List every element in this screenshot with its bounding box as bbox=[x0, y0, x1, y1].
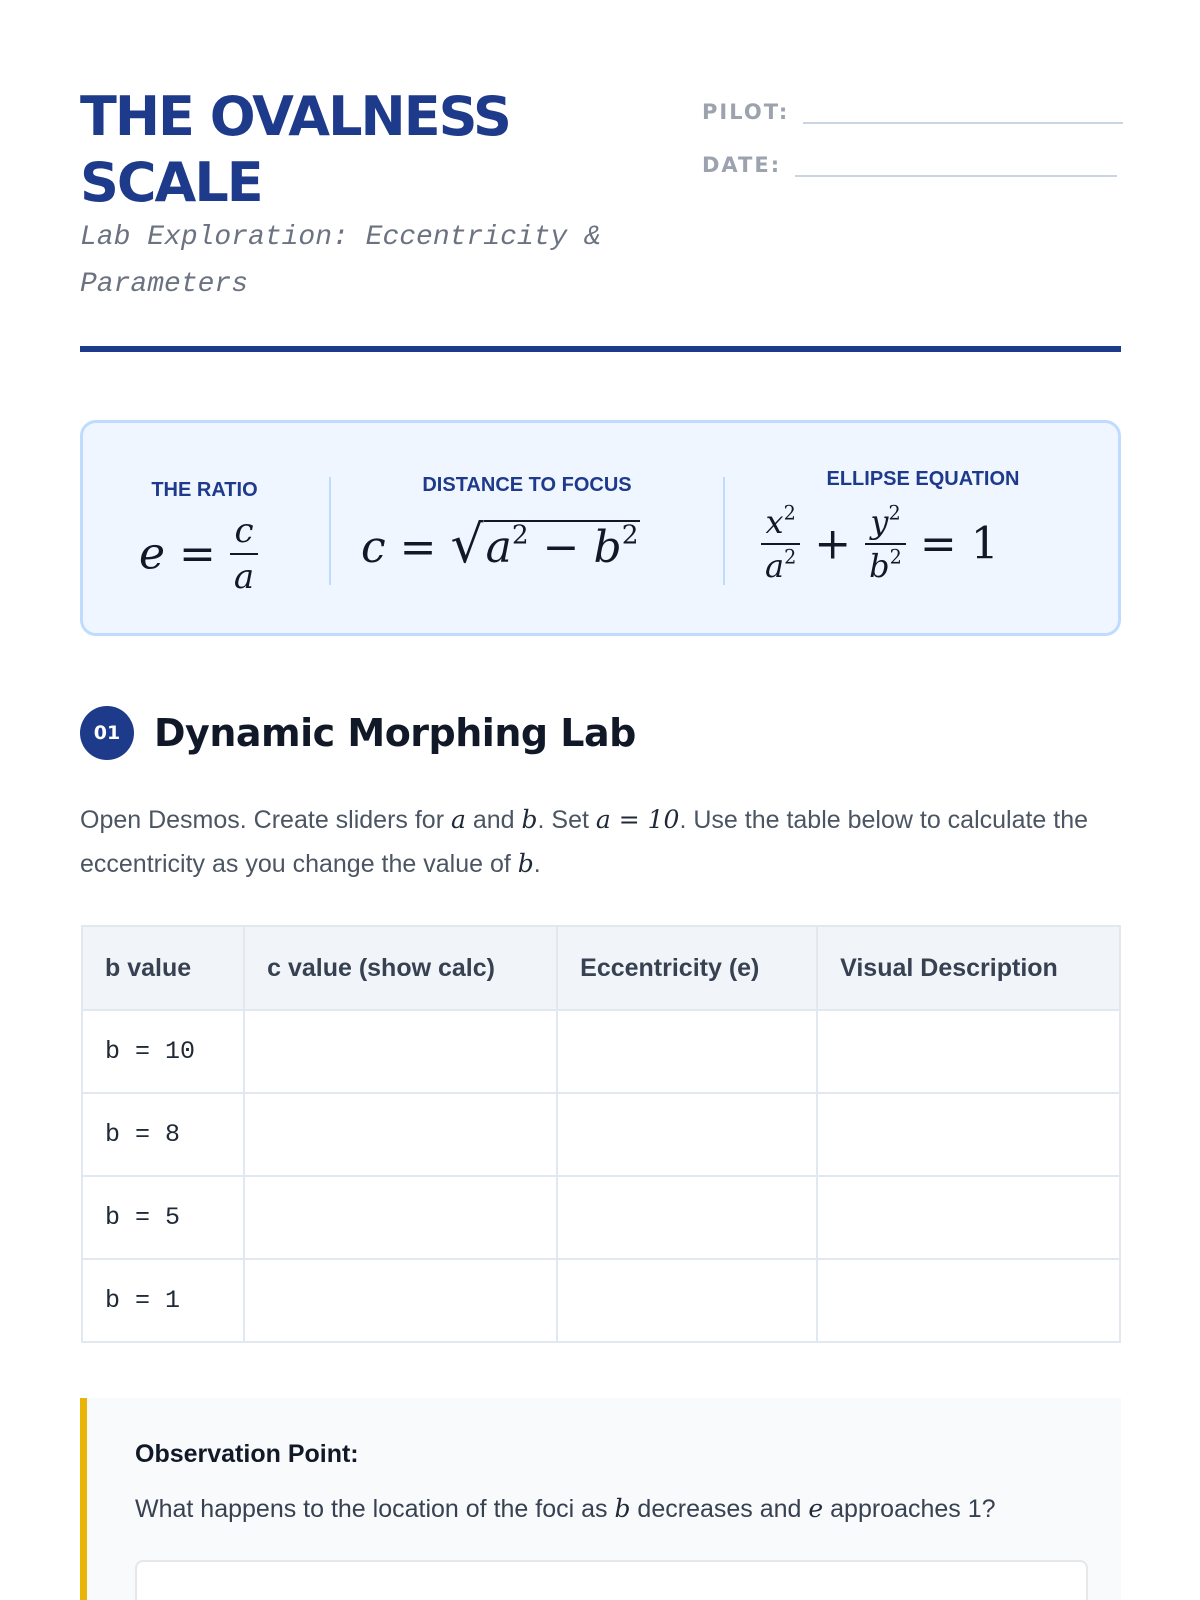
eccentricity-cell[interactable] bbox=[557, 1093, 817, 1176]
formula-ratio bbox=[83, 423, 326, 633]
distance-equation: $c = √a^2 - b^2$ bbox=[361, 515, 639, 575]
b-value-cell: b = 1 bbox=[82, 1259, 244, 1342]
question-text: decreases and bbox=[630, 1495, 809, 1523]
intro-text: and bbox=[465, 806, 522, 834]
table-row bbox=[82, 1093, 1120, 1176]
c-value-cell[interactable] bbox=[244, 1259, 557, 1342]
observation-answer-box[interactable] bbox=[135, 1560, 1088, 1600]
pilot-row bbox=[702, 84, 1123, 124]
c-value-cell[interactable] bbox=[244, 1010, 557, 1093]
formula-label: DISTANCE TO FOCUS bbox=[422, 474, 632, 496]
eccentricity-cell[interactable] bbox=[557, 1176, 817, 1259]
pilot-field[interactable] bbox=[803, 122, 1123, 124]
observation-title: Observation Point: bbox=[135, 1440, 359, 1468]
observation-question bbox=[135, 1492, 996, 1526]
visual-description-cell[interactable] bbox=[817, 1259, 1120, 1342]
eccentricity-cell[interactable] bbox=[557, 1010, 817, 1093]
ratio-equation: e = $\frac{c}{a}$ bbox=[139, 511, 258, 597]
intro-text: Open Desmos. Create sliders for bbox=[80, 806, 451, 834]
c-value-cell[interactable] bbox=[244, 1176, 557, 1259]
section-number-badge: 01 bbox=[80, 706, 134, 760]
page-title: THE OVALNESS SCALE bbox=[80, 85, 510, 214]
intro-text: . bbox=[533, 850, 541, 878]
visual-description-cell[interactable] bbox=[817, 1176, 1120, 1259]
table-row bbox=[82, 1010, 1120, 1093]
column-header: c value (show calc) bbox=[244, 926, 557, 1010]
formula-distance bbox=[331, 423, 723, 633]
intro-math: a = 10 bbox=[595, 805, 680, 834]
intro-text: . Set bbox=[537, 806, 596, 834]
intro-math: b bbox=[521, 805, 538, 834]
observation-callout bbox=[80, 1398, 1121, 1600]
table-header-row bbox=[82, 926, 1120, 1010]
formula-box bbox=[80, 420, 1121, 636]
section-title: Dynamic Morphing Lab bbox=[154, 711, 636, 755]
column-header: Eccentricity (e) bbox=[557, 926, 817, 1010]
formula-label: THE RATIO bbox=[151, 479, 258, 501]
intro-math: b bbox=[517, 849, 534, 878]
ellipse-equation: $\frac{x^2}{a^2}$ + $\frac{y^2}{b^2}$ = 1 bbox=[761, 503, 999, 585]
date-field[interactable] bbox=[795, 175, 1117, 177]
date-row bbox=[702, 137, 1117, 177]
pilot-label: PILOT: bbox=[702, 100, 790, 124]
c-value-cell[interactable] bbox=[244, 1093, 557, 1176]
table-row bbox=[82, 1259, 1120, 1342]
date-label: DATE: bbox=[702, 153, 782, 177]
intro-math: a bbox=[450, 805, 466, 834]
column-header: b value bbox=[82, 926, 244, 1010]
table-row bbox=[82, 1176, 1120, 1259]
question-text: What happens to the location of the foci as bbox=[135, 1495, 615, 1523]
section-instructions bbox=[80, 798, 1121, 886]
b-value-cell: b = 5 bbox=[82, 1176, 244, 1259]
question-text: approaches 1? bbox=[823, 1495, 996, 1523]
eccentricity-cell[interactable] bbox=[557, 1259, 817, 1342]
page-subtitle: Lab Exploration: Eccentricity & Parameters bbox=[80, 222, 601, 300]
column-header: Visual Description bbox=[817, 926, 1120, 1010]
header-divider bbox=[80, 346, 1121, 352]
formula-label: ELLIPSE EQUATION bbox=[826, 468, 1020, 490]
b-value-cell: b = 10 bbox=[82, 1010, 244, 1093]
eccentricity-table bbox=[81, 925, 1121, 1343]
question-math: b bbox=[614, 1494, 631, 1523]
b-value-cell: b = 8 bbox=[82, 1093, 244, 1176]
intro-text: . Use the table below to calculate the eccentricity as you change the value of bbox=[80, 806, 1089, 878]
question-math: e bbox=[808, 1494, 824, 1523]
formula-ellipse bbox=[725, 423, 1121, 633]
visual-description-cell[interactable] bbox=[817, 1010, 1120, 1093]
visual-description-cell[interactable] bbox=[817, 1093, 1120, 1176]
